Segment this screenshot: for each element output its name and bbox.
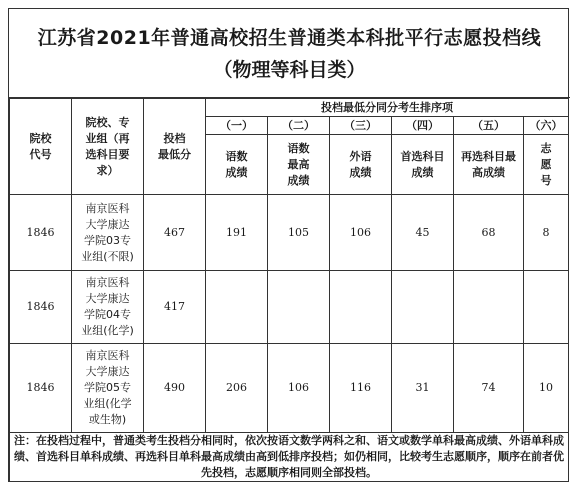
row-value: 191: [206, 195, 268, 271]
table-row: [10, 344, 569, 433]
header-code: 院校 代号: [10, 99, 72, 195]
header-rank-5: （五）: [454, 117, 524, 135]
row-value: [524, 271, 569, 344]
row-value: 10: [524, 344, 569, 433]
row-min-score: 490: [144, 344, 206, 433]
row-min-score: 467: [144, 195, 206, 271]
row-value: [392, 271, 454, 344]
row-value: [330, 271, 392, 344]
header-rank-6: （六）: [524, 117, 569, 135]
row-value: 106: [268, 344, 330, 433]
header-criterion-6: 志 愿 号: [524, 135, 569, 195]
header-tie-break-group: 投档最低分同分考生排序项: [206, 99, 569, 117]
header-criterion-3: 外语 成绩: [330, 135, 392, 195]
header-min-score: 投档 最低分: [144, 99, 206, 195]
row-code: 1846: [10, 271, 72, 344]
row-value: 31: [392, 344, 454, 433]
row-value: [454, 271, 524, 344]
header-criterion-2: 语数 最高 成绩: [268, 135, 330, 195]
row-value: [268, 271, 330, 344]
row-value: 68: [454, 195, 524, 271]
row-value: [206, 271, 268, 344]
row-group: 南京医科 大学康达 学院04专 业组(化学): [72, 271, 144, 344]
row-value: 8: [524, 195, 569, 271]
admission-score-document: [8, 8, 569, 482]
row-value: 105: [268, 195, 330, 271]
header-rank-2: （二）: [268, 117, 330, 135]
row-value: 45: [392, 195, 454, 271]
header-rank-1: （一）: [206, 117, 268, 135]
header-criterion-1: 语数 成绩: [206, 135, 268, 195]
document-subtitle: （物理等科目类）: [213, 59, 366, 81]
row-group: 南京医科 大学康达 学院05专 业组(化学 或生物): [72, 344, 144, 433]
footnote: 注：在投档过程中，普通类考生投档分相同时，依次按语文数学两科之和、语文或数学单科最高成绩、外语单科成绩、首选科目单科成绩、再选科目单科最高成绩由高到低排序投档；如仍相同，比较考生志愿顺序，顺序在前者优先投档，志愿顺序相同则全部投档。: [10, 433, 569, 482]
row-value: 116: [330, 344, 392, 433]
header-group: 院校、专 业组（再 选科目要 求）: [72, 99, 144, 195]
row-group: 南京医科 大学康达 学院03专 业组(不限): [72, 195, 144, 271]
header-criterion-4: 首选科目 成绩: [392, 135, 454, 195]
row-value: 206: [206, 344, 268, 433]
table-row: [10, 195, 569, 271]
document-title: 江苏省2021年普通高校招生普通类本科批平行志愿投档线: [37, 27, 542, 49]
row-min-score: 417: [144, 271, 206, 344]
row-value: 74: [454, 344, 524, 433]
header-criterion-5: 再选科目最 高成绩: [454, 135, 524, 195]
row-value: 106: [330, 195, 392, 271]
row-code: 1846: [10, 344, 72, 433]
header-rank-4: （四）: [392, 117, 454, 135]
header-rank-3: （三）: [330, 117, 392, 135]
table-row: [10, 271, 569, 344]
row-code: 1846: [10, 195, 72, 271]
score-table: [9, 98, 569, 482]
title-area: [9, 9, 570, 98]
